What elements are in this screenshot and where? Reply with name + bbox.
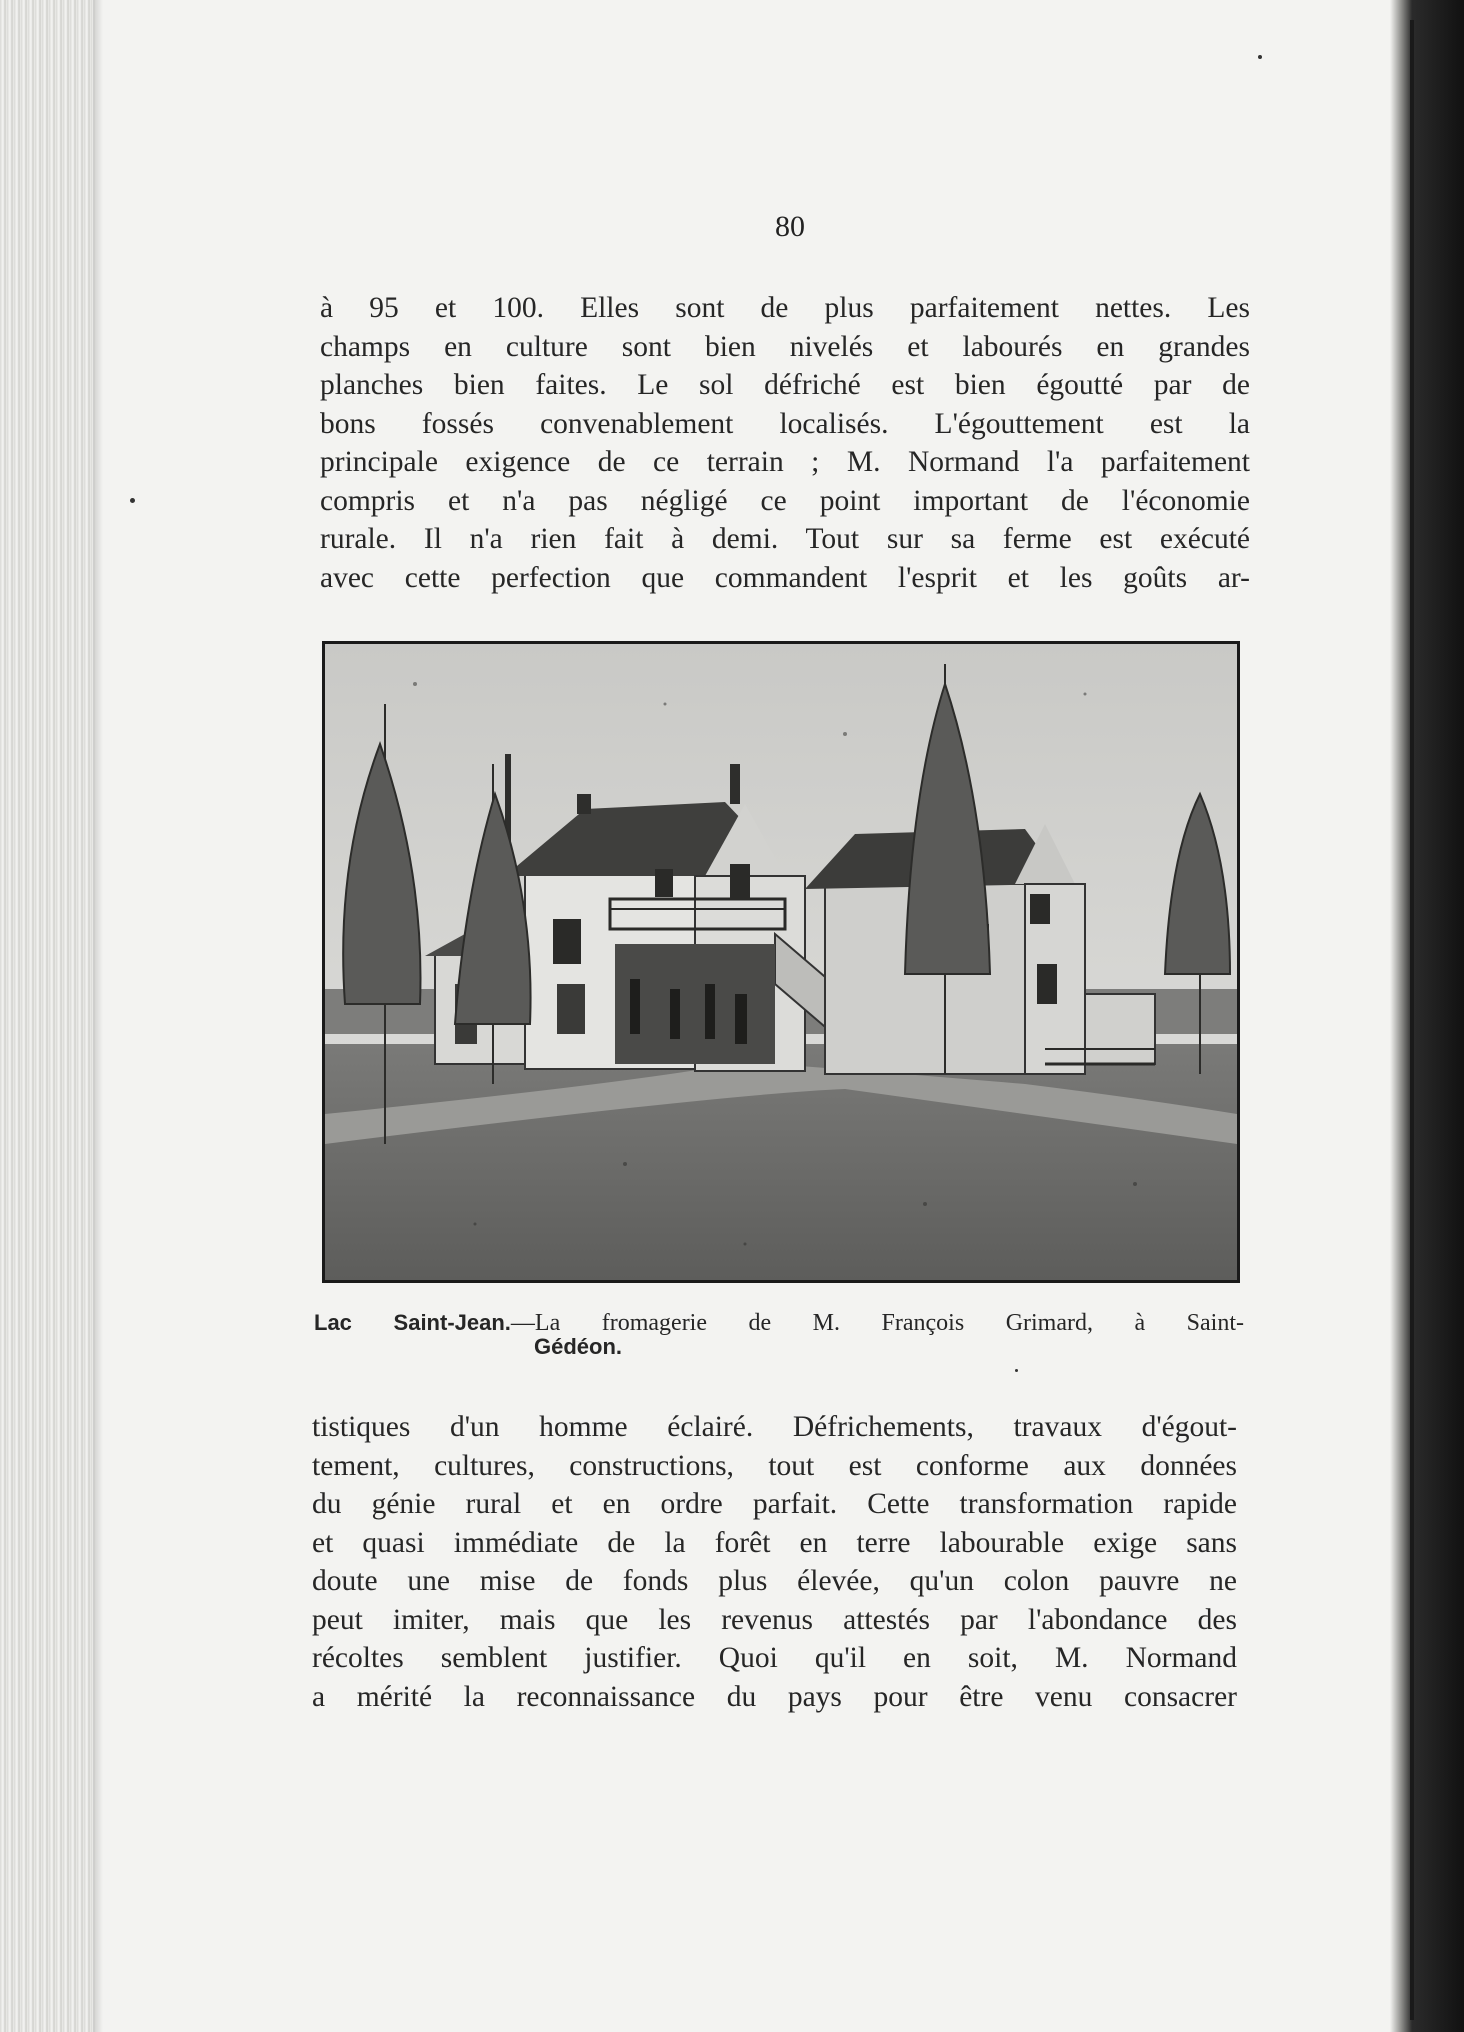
page-number: 80 — [775, 210, 805, 243]
text-line: tistiques d'un homme éclairé. Défrichements, travaux d'égout- — [312, 1411, 1237, 1443]
text-line: avec cette perfection que commandent l'esprit et les goûts ar- — [320, 561, 1250, 594]
text-line: bons fossés convenablement localisés. L'égouttement est la — [320, 407, 1250, 440]
text-line: champs en culture sont bien nivelés et labourés en grandes — [320, 330, 1250, 363]
caption-label: Lac Saint-Jean. — [314, 1310, 511, 1335]
text-line: du génie rural et en ordre parfait. Cette transformation rapide — [312, 1488, 1237, 1520]
text-line: et quasi immédiate de la forêt en terre labourable exige sans — [312, 1526, 1237, 1559]
text-line: doute une mise de fonds plus élevée, qu'un colon pauvre ne — [312, 1565, 1237, 1597]
dust-speck — [130, 498, 135, 503]
text-line: principale exigence de ce terrain ; M. Normand l'a parfaitement — [320, 446, 1250, 478]
binding-edge — [1410, 20, 1414, 2020]
caption-line-2: Gédéon. — [534, 1334, 623, 1359]
paragraph-top — [320, 289, 1250, 597]
text-line: a mérité la reconnaissance du pays pour être venu consacrer — [312, 1680, 1237, 1713]
dust-speck — [1015, 1369, 1018, 1372]
paragraph-bottom — [312, 1408, 1237, 1716]
figure-caption — [314, 1311, 1244, 1359]
text-line: planches bien faites. Le sol défriché est bien égoutté par de — [320, 369, 1250, 401]
text-line: peut imiter, mais que les revenus attestés par l'abondance des — [312, 1603, 1237, 1636]
photograph-cheese-factory — [322, 641, 1240, 1283]
caption-text: —La fromagerie de M. François Grimard, à Saint- — [510, 1310, 1244, 1336]
text-line: récoltes semblent justifier. Quoi qu'il en soit, M. Normand — [312, 1642, 1237, 1674]
dust-speck — [1258, 55, 1262, 59]
text-line: rurale. Il n'a rien fait à demi. Tout sur sa ferme est exécuté — [320, 523, 1250, 555]
book-binding-shadow — [1390, 0, 1464, 2032]
page-stack-edges — [0, 0, 95, 2032]
text-line: tement, cultures, constructions, tout est conforme aux données — [312, 1449, 1237, 1482]
text-line: à 95 et 100. Elles sont de plus parfaitement nettes. Les — [320, 292, 1250, 324]
text-line: compris et n'a pas négligé ce point important de l'économie — [320, 484, 1250, 517]
